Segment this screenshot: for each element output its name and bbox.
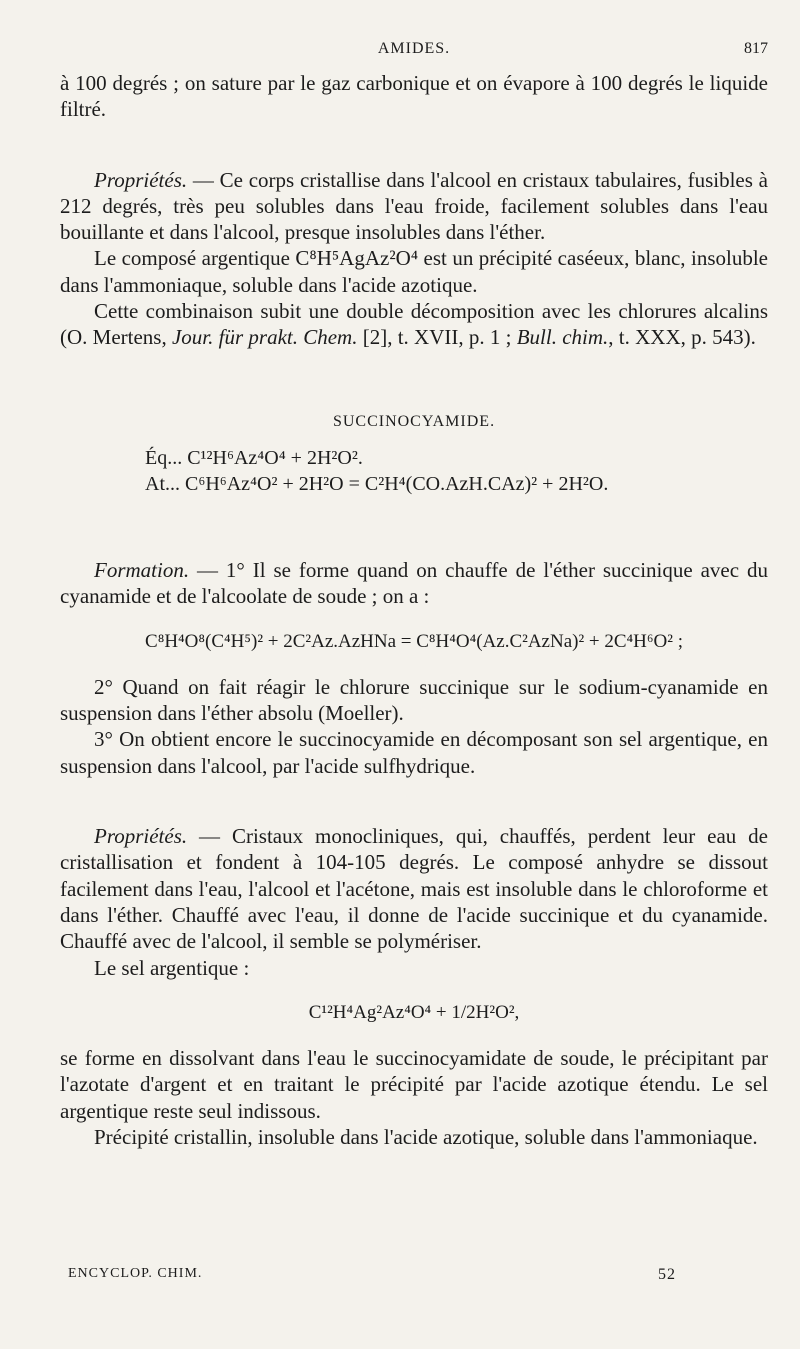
page-header bbox=[60, 40, 768, 66]
formation-heading: Formation. bbox=[94, 557, 190, 582]
formation-text: — 1° Il se forme quand on chauffe de l'éther succinique avec du cyanamide et de l'alcoolate de soude ; on a : bbox=[60, 557, 768, 609]
section-title: SUCCINOCYAMIDE. bbox=[332, 412, 496, 430]
paragraph-combination bbox=[60, 298, 768, 351]
combination-text-b: [2], t. XVII, p. 1 ; bbox=[357, 325, 517, 350]
paragraph-silver-compound: Le composé argentique C⁸H⁵AgAz²O⁴ est un précipité caséeux, blanc, insoluble dans l'ammoniaque, soluble dans l'acide azotique. bbox=[60, 246, 768, 297]
combination-text-a: Cette combinaison subit une double décomposition avec les chlorures alcalins (O. Mertens, bbox=[60, 299, 768, 350]
formula-reaction: C⁸H⁴O⁸(C⁴H⁵)² + 2C²Az.AzHNa = C⁸H⁴O⁴(Az.C²AzNa)² + 2C⁴H⁶O² ; bbox=[145, 630, 683, 652]
formula-block bbox=[145, 445, 768, 497]
properties-heading: Propriétés. bbox=[94, 167, 188, 192]
paragraph-salt-preparation: se forme en dissolvant dans l'eau le succinocyamidate de soude, le précipitant par l'azotate d'argent et en traitant le précipité par l'acide azotique étendu. Le sel argentique reste seul indissous. bbox=[60, 1046, 768, 1123]
sheet-number: 52 bbox=[658, 1266, 676, 1283]
formula-atomic: At... C⁶H⁶Az⁴O² + 2H²O = C²H⁴(CO.AzH.CAz)² + 2H²O. bbox=[145, 472, 609, 495]
formula-equivalent: Éq... C¹²H⁶Az⁴O⁴ + 2H²O². bbox=[145, 446, 363, 469]
paragraph-formation bbox=[60, 557, 768, 610]
page-footer bbox=[68, 1266, 676, 1286]
paragraph-method-2: 2° Quand on fait réagir le chlorure succinique sur le sodium-cyanamide en suspension dans l'éther absolu (Moeller). bbox=[60, 674, 768, 726]
paragraph-method-3: 3° On obtient encore le succinocyamide en décomposant son sel argentique, en suspension dans l'alcool, par l'acide sulfhydrique. bbox=[60, 727, 768, 778]
combination-text-c: , t. XXX, p. 543). bbox=[608, 325, 756, 350]
paragraph-properties-2 bbox=[60, 823, 768, 954]
properties-text-2: — Cristaux monocliniques, qui, chauffés, perdent leur eau de cristallisation et fondent à 104-105 degrés. Le composé anhydre se dissout facilement dans l'eau, l'alcool et l'acétone, mais est insoluble dans le chloroforme et dans l'éther. Chauffé avec l'eau, il donne de l'acide succinique et du cyanamide. Chauffé avec de l'alcool, il semble se polymériser. bbox=[60, 824, 768, 954]
properties-heading-2: Propriétés. bbox=[94, 824, 188, 849]
journal-reference: Jour. für prakt. Chem. bbox=[171, 325, 358, 350]
formula-salt: C¹²H⁴Ag²Az⁴O⁴ + 1/2H²O², bbox=[308, 1001, 520, 1023]
bulletin-reference: Bull. chim. bbox=[516, 325, 609, 350]
running-head: AMIDES. bbox=[377, 40, 451, 57]
footer-imprint: ENCYCLOP. CHIM. bbox=[68, 1266, 203, 1281]
page-body bbox=[60, 70, 768, 1150]
paragraph-precipitate: Précipité cristallin, insoluble dans l'acide azotique, soluble dans l'ammoniaque. bbox=[94, 1125, 758, 1150]
paragraph-properties-1 bbox=[60, 167, 768, 246]
paragraph-continuation: à 100 degrés ; on sature par le gaz carbonique et on évapore à 100 degrés le liquide filtré. bbox=[60, 71, 768, 122]
page-number: 817 bbox=[744, 40, 768, 57]
properties-text: — Ce corps cristallise dans l'alcool en cristaux tabulaires, fusibles à 212 degrés, très peu solubles dans l'eau froide, facilement solubles dans l'eau bouillante et dans l'alcool, presque insolubles dans l'éther. bbox=[60, 167, 768, 245]
paragraph-silver-salt: Le sel argentique : bbox=[94, 955, 250, 980]
